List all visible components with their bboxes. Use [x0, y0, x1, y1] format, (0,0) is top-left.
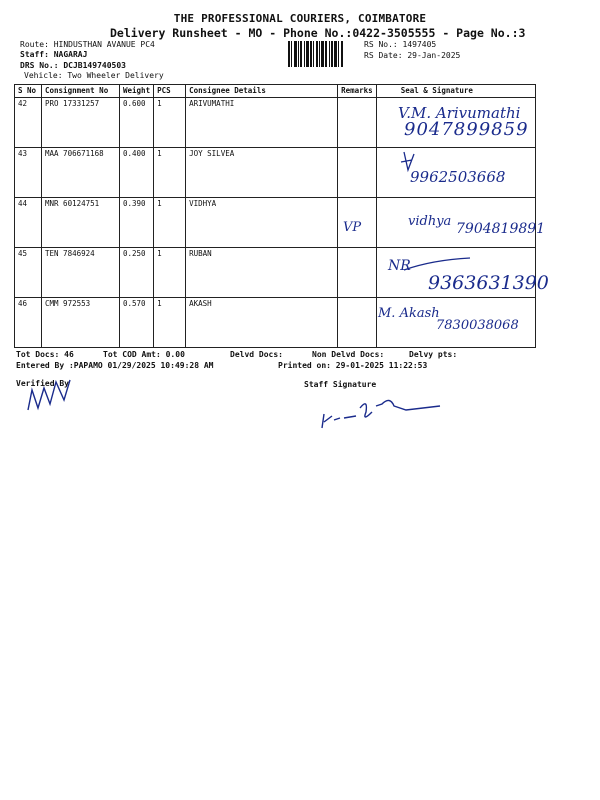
cell-remarks — [338, 298, 377, 348]
cell-consignee: ARIVUMATHI — [186, 98, 338, 148]
verified-by-label: Verified By — [16, 379, 69, 388]
drs-label: DRS No.: DCJB149740503 — [20, 61, 126, 70]
cell-weight: 0.400 — [120, 148, 154, 198]
col-seal-signature: Seal & Signature — [376, 85, 535, 98]
verifier-signature — [24, 374, 84, 416]
staff-label: Staff: NAGARAJ — [20, 50, 88, 59]
handwritten-remark: VP — [343, 220, 362, 235]
rs-number: RS No.: 1497405 — [364, 40, 437, 49]
handwritten-signature-akash: M. Akash — [378, 306, 440, 321]
col-pcs: PCS — [154, 85, 186, 98]
col-consignment: Consignment No — [42, 85, 120, 98]
barcode-image — [288, 41, 350, 67]
handwritten-phone: 7904819891 — [456, 221, 546, 237]
cell-pcs: 1 — [154, 98, 186, 148]
delivery-points: Delvy pts: — [409, 350, 458, 359]
handwritten-signature-vidhya: vidhya — [408, 214, 452, 229]
runsheet-subtitle: Delivery Runsheet - MO - Phone No.:0422-3505555 - Page No.:3 — [110, 26, 526, 40]
handwritten-signature-ruban: NR — [388, 258, 411, 274]
cell-consignee: AKASH — [186, 298, 338, 348]
vehicle-label: Vehicle: Two Wheeler Delivery — [24, 71, 164, 80]
cell-sno: 43 — [15, 148, 42, 198]
table-header-row — [15, 85, 536, 98]
rs-date: RS Date: 29-Jan-2025 — [364, 51, 461, 60]
cell-consignee: VIDHYA — [186, 198, 338, 248]
col-remarks: Remarks — [338, 85, 377, 98]
handwritten-phone: 9962503668 — [410, 168, 506, 186]
cell-weight: 0.600 — [120, 98, 154, 148]
cell-pcs: 1 — [154, 198, 186, 248]
non-delivered-docs: Non Delvd Docs: — [312, 350, 385, 359]
cell-consignee: JOY SILVEA — [186, 148, 338, 198]
staff-signature — [316, 388, 446, 434]
cell-sno: 44 — [15, 198, 42, 248]
handwritten-phone: 7830038068 — [436, 318, 519, 333]
cell-consignment: MAA 706671168 — [42, 148, 120, 198]
col-sno: S No — [15, 85, 42, 98]
handwritten-phone: 9047899859 — [404, 119, 529, 140]
cell-sno: 42 — [15, 98, 42, 148]
cell-weight: 0.250 — [120, 248, 154, 298]
printed-on: Printed on: 29-01-2025 11:22:53 — [278, 361, 428, 370]
cell-consignment: CMM 972553 — [42, 298, 120, 348]
cell-consignment: TEN 7846924 — [42, 248, 120, 298]
delivered-docs: Delvd Docs: — [230, 350, 283, 359]
cell-remarks — [338, 98, 377, 148]
staff-signature-label: Staff Signature — [304, 380, 377, 389]
handwritten-phone: 9363631390 — [428, 272, 549, 294]
col-weight: Weight — [120, 85, 154, 98]
cell-pcs: 1 — [154, 298, 186, 348]
cell-pcs: 1 — [154, 248, 186, 298]
cell-remarks — [338, 148, 377, 198]
route-label: Route: HINDUSTHAN AVANUE PC4 — [20, 40, 155, 49]
cell-remarks — [338, 248, 377, 298]
entered-by: Entered By :PAPAMO 01/29/2025 10:49:28 AM — [16, 361, 214, 370]
cell-consignment: MNR 60124751 — [42, 198, 120, 248]
total-docs: Tot Docs: 46 — [16, 350, 74, 359]
company-title: THE PROFESSIONAL COURIERS, COIMBATORE — [173, 12, 427, 25]
cell-consignee: RUBAN — [186, 248, 338, 298]
handwritten-signature-arivumathi: V.M. Arivumathi — [398, 104, 521, 122]
total-cod: Tot COD Amt: 0.00 — [103, 350, 185, 359]
cell-weight: 0.570 — [120, 298, 154, 348]
cell-weight: 0.390 — [120, 198, 154, 248]
col-consignee: Consignee Details — [186, 85, 338, 98]
cell-sno: 45 — [15, 248, 42, 298]
cell-pcs: 1 — [154, 148, 186, 198]
cell-sno: 46 — [15, 298, 42, 348]
cell-consignment: PRO 17331257 — [42, 98, 120, 148]
